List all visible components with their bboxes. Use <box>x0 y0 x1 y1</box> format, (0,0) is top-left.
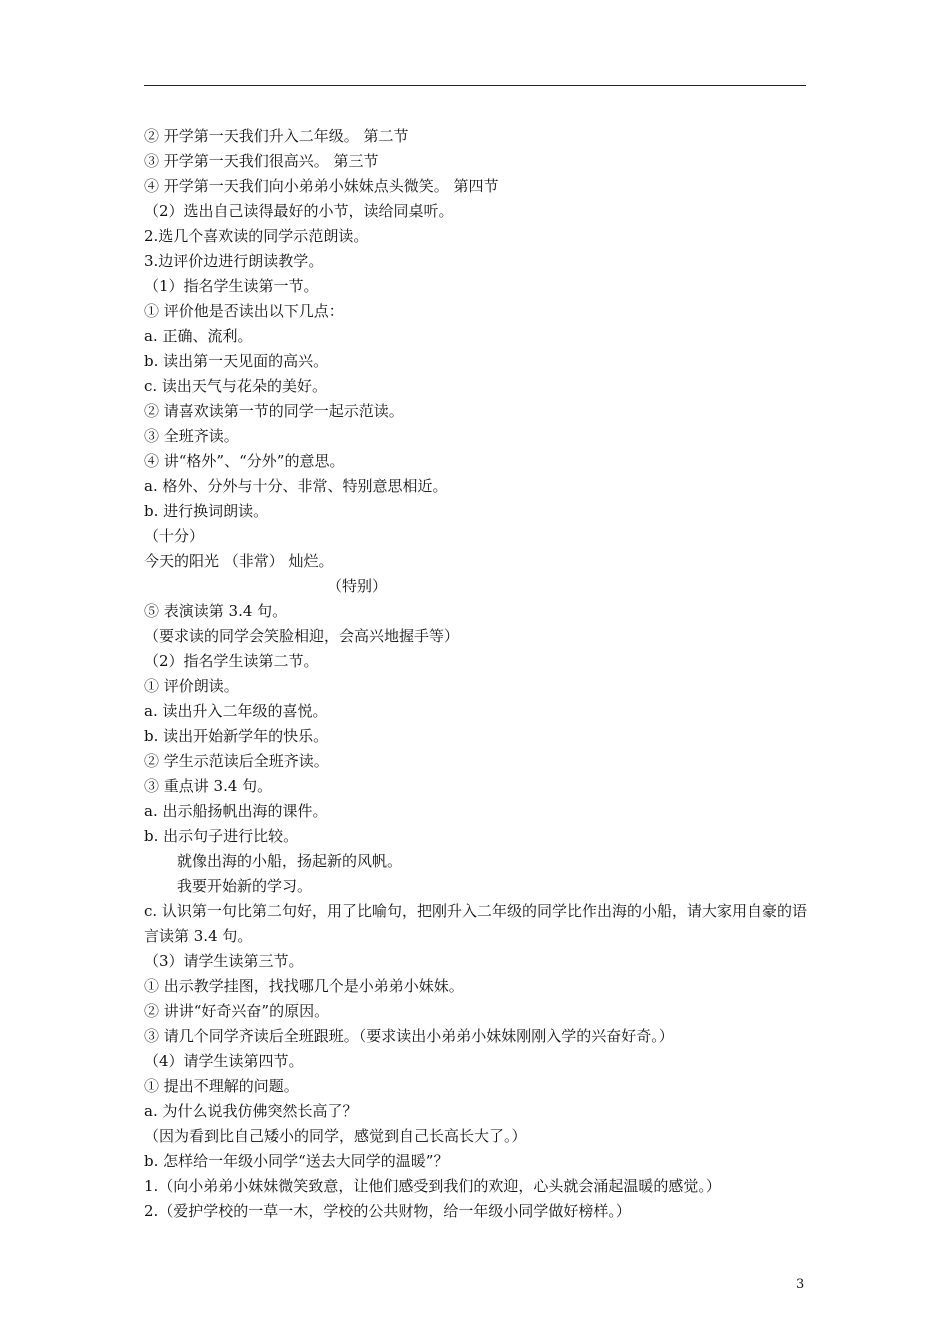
text-line: （3）请学生读第三节。 <box>144 952 304 970</box>
text-line: ① 评价他是否读出以下几点： <box>144 302 344 320</box>
text-line: ② 学生示范读后全班齐读。 <box>144 752 329 770</box>
text-line: 就像出海的小船，扬起新的风帆。 <box>177 852 403 870</box>
text-line: 1.（向小弟弟小妹妹微笑致意，让他们感受到我们的欢迎，心头就会涌起温暖的感觉。） <box>144 1177 721 1195</box>
text-line: （特别） <box>327 577 388 595</box>
text-line: ① 评价朗读。 <box>144 677 239 695</box>
header-rule <box>144 85 806 86</box>
text-line: 2.选几个喜欢读的同学示范朗读。 <box>144 227 369 245</box>
text-line: b. 怎样给一年级小同学“送去大同学的温暖”？ <box>144 1152 449 1170</box>
text-line: （要求读的同学会笑脸相迎，会高兴地握手等） <box>144 627 460 645</box>
page-number: 3 <box>796 1277 805 1292</box>
text-line: ② 讲讲“好奇兴奋”的原因。 <box>144 1002 330 1020</box>
text-line: a. 正确、流利。 <box>144 327 253 345</box>
text-line: ④ 讲“格外”、“分外”的意思。 <box>144 452 345 470</box>
text-line: ① 出示教学挂图，找找哪几个是小弟弟小妹妹。 <box>144 977 464 995</box>
text-line: a. 格外、分外与十分、非常、特别意思相近。 <box>144 477 448 495</box>
text-line: 今天的阳光 （非常） 灿烂。 <box>144 552 334 570</box>
text-line: a. 出示船扬帆出海的课件。 <box>144 802 328 820</box>
text-line: a. 为什么说我仿佛突然长高了？ <box>144 1102 358 1120</box>
document-body <box>144 124 812 1224</box>
text-line: （因为看到比自己矮小的同学，感觉到自己长高长大了。） <box>144 1127 527 1145</box>
text-line: c. 认识第一句比第二句好，用了比喻句，把刚升入二年级的同学比作出海的小船，请大家用自豪的语言读第 3.4 句。 <box>144 902 807 945</box>
text-line: ⑤ 表演读第 3.4 句。 <box>144 602 288 620</box>
text-line: （2）指名学生读第二节。 <box>144 652 319 670</box>
text-line: ③ 请几个同学齐读后全班跟班。（要求读出小弟弟小妹妹刚刚入学的兴奋好奇。） <box>144 1027 674 1045</box>
text-line: ② 开学第一天我们升入二年级。 第二节 <box>144 127 409 145</box>
text-line: （4）请学生读第四节。 <box>144 1052 304 1070</box>
text-line: ① 提出不理解的问题。 <box>144 1077 299 1095</box>
text-line: 我要开始新的学习。 <box>177 877 313 895</box>
text-line: （2）选出自己读得最好的小节，读给同桌听。 <box>144 202 454 220</box>
text-line: ④ 开学第一天我们向小弟弟小妹妹点头微笑。 第四节 <box>144 177 499 195</box>
text-line: b. 进行换词朗读。 <box>144 502 269 520</box>
text-line: ② 请喜欢读第一节的同学一起示范读。 <box>144 402 404 420</box>
text-line: 3.边评价边进行朗读教学。 <box>144 252 324 270</box>
text-line: （1）指名学生读第一节。 <box>144 277 319 295</box>
text-line: 2.（爱护学校的一草一木，学校的公共财物，给一年级小同学做好榜样。） <box>144 1202 631 1220</box>
text-line: b. 读出开始新学年的快乐。 <box>144 727 329 745</box>
text-line: （十分） <box>144 527 205 545</box>
text-line: ③ 重点讲 3.4 句。 <box>144 777 273 795</box>
text-line: b. 读出第一天见面的高兴。 <box>144 352 329 370</box>
text-line: c. 读出天气与花朵的美好。 <box>144 377 327 395</box>
text-line: a. 读出升入二年级的喜悦。 <box>144 702 328 720</box>
text-line: ③ 全班齐读。 <box>144 427 239 445</box>
text-line: b. 出示句子进行比较。 <box>144 827 299 845</box>
text-line: ③ 开学第一天我们很高兴。 第三节 <box>144 152 379 170</box>
